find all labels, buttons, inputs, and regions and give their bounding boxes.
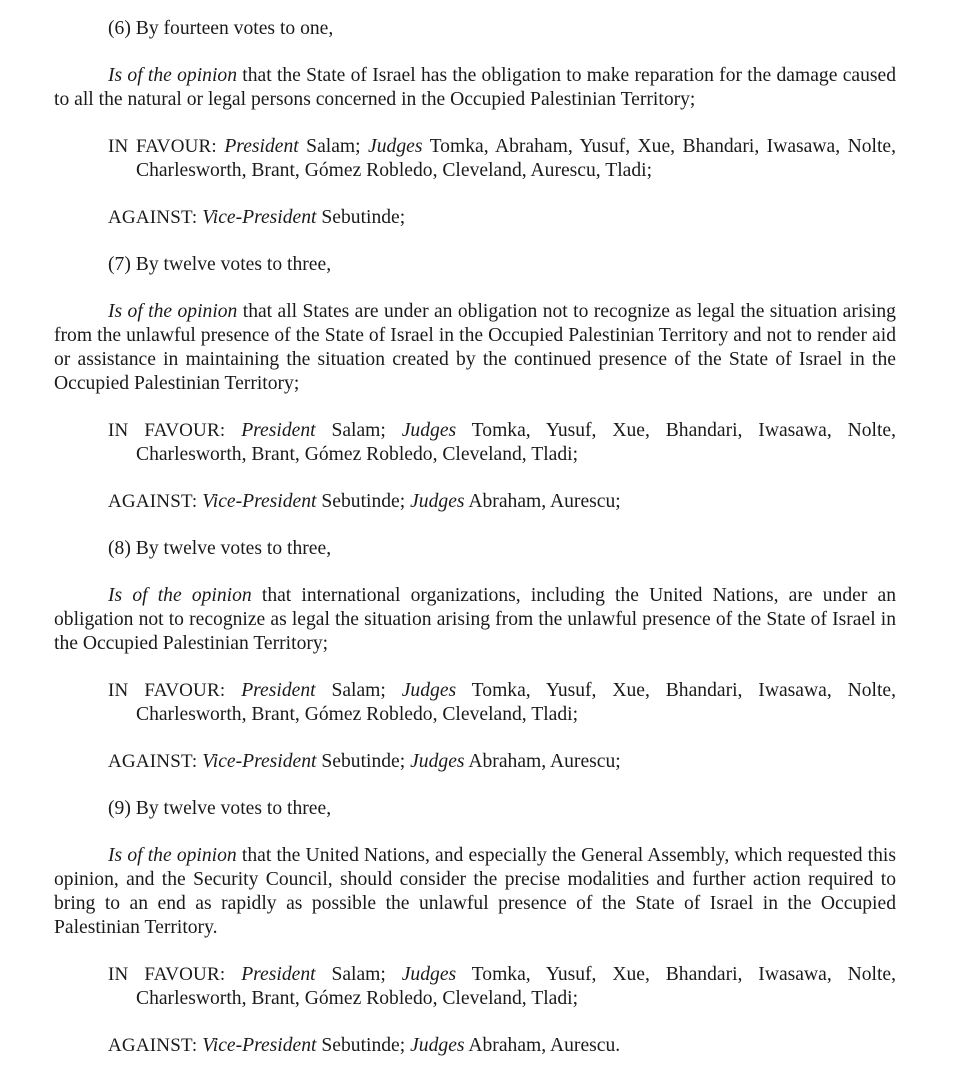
operative-paragraph-6 (54, 17, 896, 230)
president-title: President (241, 680, 316, 701)
against-label: AGAINST: (108, 1035, 198, 1056)
opinion-paragraph (54, 844, 896, 940)
opinion-text: that the United Nations, and especially the General Assembly, which requested this opinion, and the Security Council, should consider the precise modalities and further action required to bring to an end as rapidly as possible the unlawful presence of the State of Israel in the Occupied Palestinian Territory. (54, 845, 896, 938)
against-line (108, 750, 896, 774)
judges-title: Judges (401, 964, 457, 985)
opinion-phrase: Is of the opinion (108, 845, 237, 866)
president-name: Salam; (306, 136, 361, 157)
vice-president-name: Sebutinde; (321, 1035, 406, 1056)
in-favour-label: IN FAVOUR: (108, 964, 226, 985)
judges-title: Judges (410, 1035, 465, 1056)
judges-title: Judges (401, 680, 457, 701)
judges-names: Tomka, Yusuf, Xue, Bhandari, Iwasawa, Nolte, Charlesworth, Brant, Gómez Robledo, Cleveland, Tladi; (136, 680, 897, 725)
against-label: AGAINST: (108, 751, 198, 772)
vice-president-name: Sebutinde; (321, 491, 406, 512)
vote-heading: (9) By twelve votes to three, (108, 798, 332, 819)
president-title: President (241, 420, 316, 441)
opinion-paragraph (54, 300, 896, 396)
judges-names: Abraham, Aurescu. (468, 1035, 621, 1056)
in-favour-line (108, 135, 896, 183)
judges-title: Judges (410, 491, 465, 512)
president-name: Salam; (331, 420, 386, 441)
judges-names: Tomka, Yusuf, Xue, Bhandari, Iwasawa, Nolte, Charlesworth, Brant, Gómez Robledo, Cleveland, Tladi; (136, 420, 897, 465)
judges-names: Tomka, Abraham, Yusuf, Xue, Bhandari, Iwasawa, Nolte, Charlesworth, Brant, Gómez Robledo, Cleveland, Aurescu, Tladi; (136, 136, 896, 181)
in-favour-line (108, 679, 896, 727)
against-label: AGAINST: (108, 207, 198, 228)
judges-title: Judges (410, 751, 465, 772)
opinion-paragraph (54, 584, 896, 656)
opinion-text: that international organizations, including the United Nations, are under an obligation not to recognize as legal the situation arising from the unlawful presence of the State of Israel in the Occupied Palestinian Territory; (54, 585, 896, 654)
judges-names: Tomka, Yusuf, Xue, Bhandari, Iwasawa, Nolte, Charlesworth, Brant, Gómez Robledo, Cleveland, Tladi; (136, 964, 897, 1009)
opinion-text: that the State of Israel has the obligation to make reparation for the damage caused to all the natural or legal persons concerned in the Occupied Palestinian Territory; (54, 65, 897, 110)
opinion-phrase: Is of the opinion (108, 301, 238, 322)
against-label: AGAINST: (108, 491, 198, 512)
president-title: President (241, 964, 316, 985)
in-favour-line (108, 963, 896, 1011)
operative-paragraph-7 (54, 253, 896, 514)
vice-president-name: Sebutinde; (321, 207, 406, 228)
in-favour-label: IN FAVOUR: (108, 136, 217, 157)
vote-heading: (6) By fourteen votes to one, (108, 18, 334, 39)
against-line (108, 206, 896, 230)
operative-paragraph-9 (54, 797, 896, 1058)
opinion-phrase: Is of the opinion (108, 65, 238, 86)
operative-paragraph-8 (54, 537, 896, 774)
vice-president-title: Vice-President (202, 491, 317, 512)
vice-president-title: Vice-President (202, 207, 317, 228)
president-name: Salam; (331, 964, 386, 985)
opinion-text: that all States are under an obligation not to recognize as legal the situation arising from the unlawful presence of the State of Israel in the Occupied Palestinian Territory and not to render aid or assistance in maintaining the situation created by the continued presence of the State of Israel in the Occupied Palestinian Territory; (54, 301, 896, 394)
opinion-paragraph (54, 64, 896, 112)
president-title: President (224, 136, 299, 157)
opinion-phrase: Is of the opinion (108, 585, 252, 606)
vice-president-title: Vice-President (202, 751, 317, 772)
in-favour-label: IN FAVOUR: (108, 420, 226, 441)
vice-president-title: Vice-President (202, 1035, 317, 1056)
in-favour-line (108, 419, 896, 467)
against-line (108, 1034, 896, 1058)
judges-names: Abraham, Aurescu; (468, 751, 621, 772)
judges-names: Abraham, Aurescu; (468, 491, 621, 512)
president-name: Salam; (331, 680, 386, 701)
vice-president-name: Sebutinde; (321, 751, 406, 772)
against-line (108, 490, 896, 514)
judges-title: Judges (368, 136, 423, 157)
judges-title: Judges (401, 420, 457, 441)
vote-heading: (8) By twelve votes to three, (108, 538, 332, 559)
in-favour-label: IN FAVOUR: (108, 680, 226, 701)
vote-heading: (7) By twelve votes to three, (108, 254, 332, 275)
